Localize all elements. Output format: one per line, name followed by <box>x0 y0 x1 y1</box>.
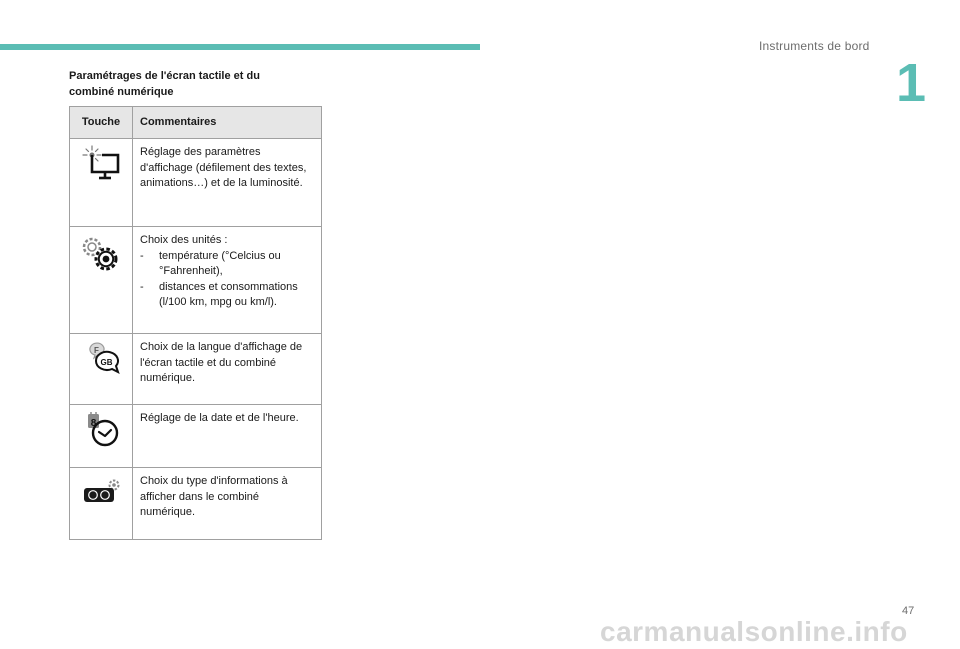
section-heading-line2: combiné numérique <box>69 86 174 98</box>
display-brightness-icon <box>78 139 124 187</box>
units-gears-icon <box>78 227 124 283</box>
settings-table <box>69 106 322 540</box>
comment-cell: Choix de la langue d'affichage de l'écran tactile et du combiné numérique. <box>133 334 322 405</box>
column-header-key: Touche <box>70 107 133 139</box>
table-row <box>70 468 322 540</box>
table-row <box>70 139 322 227</box>
calendar-icon-day: 8 <box>90 418 97 429</box>
comment-cell: Choix du type d'informations à afficher dans le combiné numérique. <box>133 468 322 540</box>
table-row <box>70 334 322 405</box>
table-row <box>70 227 322 334</box>
language-icon-letters-gb: GB <box>100 358 113 367</box>
watermark: carmanualsonline.info <box>600 616 908 647</box>
key-cell <box>70 227 133 334</box>
key-cell <box>70 468 133 540</box>
date-time-clock-icon <box>78 405 124 451</box>
language-icon-letter-f: F <box>94 346 99 355</box>
section-heading <box>69 68 329 100</box>
section-heading-line1: Paramétrages de l'écran tactile et du <box>69 70 260 82</box>
comment-cell <box>133 227 322 334</box>
language-bubble-icon <box>78 334 124 382</box>
table-row <box>70 405 322 468</box>
units-intro: Choix des unités : <box>140 234 228 246</box>
comment-cell: Réglage de la date et de l'heure. <box>133 405 322 468</box>
chapter-number: 1 <box>896 53 927 113</box>
key-cell <box>70 405 133 468</box>
header-accent-bar <box>0 44 480 50</box>
list-item: - distances et consommations (l/100 km, mpg ou km/l). <box>140 280 314 311</box>
column-header-comment: Commentaires <box>133 107 322 139</box>
list-item: - température (°Celcius ou °Fahrenheit), <box>140 249 314 280</box>
chapter-title: Instruments de bord <box>759 39 870 53</box>
cluster-display-icon <box>78 468 124 516</box>
page-number: 47 <box>902 605 915 617</box>
comment-cell: Réglage des paramètres d'affichage (défilement des textes, animations…) et de la luminosité. <box>133 139 322 227</box>
key-cell <box>70 334 133 405</box>
key-cell <box>70 139 133 227</box>
units-list <box>140 249 314 311</box>
table-header-row <box>70 107 322 139</box>
